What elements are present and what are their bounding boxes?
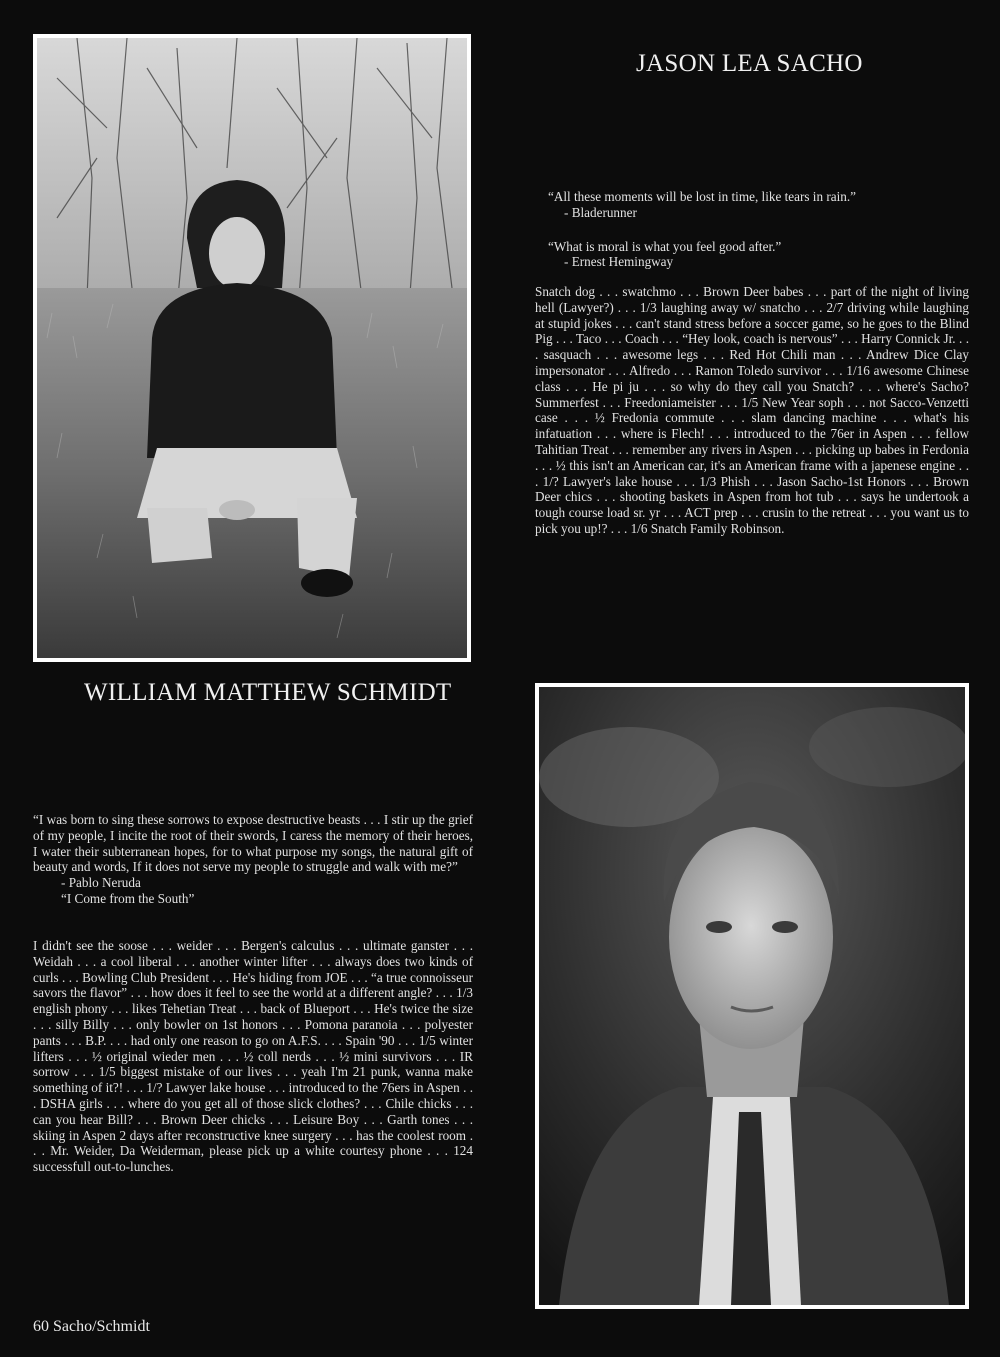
page-footer: 60 Sacho/Schmidt	[33, 1318, 150, 1335]
memories-text-schmidt: I didn't see the soose . . . weider . . . Bergen's calculus . . . ultimate ganster . . . Weidah . . . a cool liberal . . . another winter lifter . . . always does two kinds of curls . . . Bowling Club President . . . He's hiding from JOE . . . “a true connoisseur savors the flavor” . . . how does it feel to see the world at a different angle? . . . 1/3 english phony . . . likes Tehetian Treat . . . back of Blueport . . . He's twice the size . . . silly Billy . . . only bowler on 1st honors . . . Pomona paranoia . . . polyester pants . . . B.P. . . . had only one reason to go on A.F.S. . . . Spain '90 . . . 1/5 winter lifters . . . ½ original wieder men . . . ½ coll nerds . . . ½ mini survivors . . . IR sorrow . . . 1/5 biggest mistake of our lives . . . yeah I'm 21 punk, wanna make something of it?! . . . 1/? Lawyer lake house . . . introduced to the 76ers in Aspen . . . DSHA girls . . . where do you get all of those slick clothes? . . . Chile chicks . . . can you hear Bill? . . . Brown Deer chicks . . . Leisure Boy . . . Garth tones . . . skiing in Aspen 2 days after reconstructive knee surgery . . . has the coolest room . . . Mr. Weider, Da Weiderman, please pick up a white courtesy phone . . . 124 successfull out-to-lunches.	[33, 938, 473, 1175]
quote-source: “I Come from the South”	[61, 890, 195, 906]
student-name-sacho: JASON LEA SACHO	[636, 50, 863, 77]
quote-text: “What is moral is what you feel good after.”	[548, 238, 782, 254]
quote-text: “I was born to sing these sorrows to expose destructive beasts . . . I stir up the grief of my people, I incite the root of their swords, I caress the memory of their heroes, I water their subterranean hopes, for to what purpose my songs, the natural gift of beauty and words, If it does not serve my people to struggle and walk with me?”	[33, 812, 473, 875]
quotes-sacho	[548, 189, 968, 270]
quotes-schmidt	[33, 812, 473, 907]
student-name-schmidt: WILLIAM MATTHEW SCHMIDT	[84, 679, 452, 706]
photo-sacho-image	[37, 38, 467, 658]
quote-attribution: - Pablo Neruda	[61, 875, 141, 891]
quote-attribution: - Ernest Hemingway	[564, 254, 674, 270]
memories-text-sacho: Snatch dog . . . swatchmo . . . Brown Deer babes . . . part of the night of living hell (Lawyer?) . . . 1/3 laughing away w/ snatcho . . . 2/7 driving while laughing at stupid jokes . . . can't stand stress before a soccer game, so he goes to the Blind Pig . . . Taco . . . Coach . . . “Hey look, coach is nervous” . . . Harry Connick Jr. . . . sasquach . . . awesome legs . . . Red Hot Chili man . . . Andrew Dice Clay impersonator . . . Alfredo . . . Ramon Toledo survivor . . . 1/16 awesome Chinese class . . . He pi ju . . . so why do they call you Snatch? . . . where's Sacho? Summerfest . . . Freedoniameister . . . 1/5 New Year soph . . . not Sacco-Venzetti case . . . ½ Fredonia commute . . . slam dancing machine . . . what's his infatuation . . . where is Flech! . . . introduced to the 76er in Aspen . . . fellow Tahitian Treat . . . remember any rivers in Aspen . . . picking up babes in Ferdonia . . . ½ this isn't an American car, it's an American frame with a japenese engine . . . 1/? Lawyer's lake house . . . 1/3 Phish . . . Jason Sacho-1st Honors . . . Brown Deer chics . . . shooting baskets in Aspen from hot tub . . . says he undertook a tough course load sr. yr . . . ACT prep . . . crusin to the retreat . . . you want us to pick you up!? . . . 1/6 Snatch Family Robinson.	[535, 284, 969, 536]
photo-schmidt-image	[539, 687, 965, 1305]
student-photo-sacho	[33, 34, 471, 662]
student-photo-schmidt	[535, 683, 969, 1309]
quote-attribution: - Bladerunner	[564, 204, 637, 220]
quote-text: “All these moments will be lost in time, like tears in rain.”	[548, 189, 857, 204]
